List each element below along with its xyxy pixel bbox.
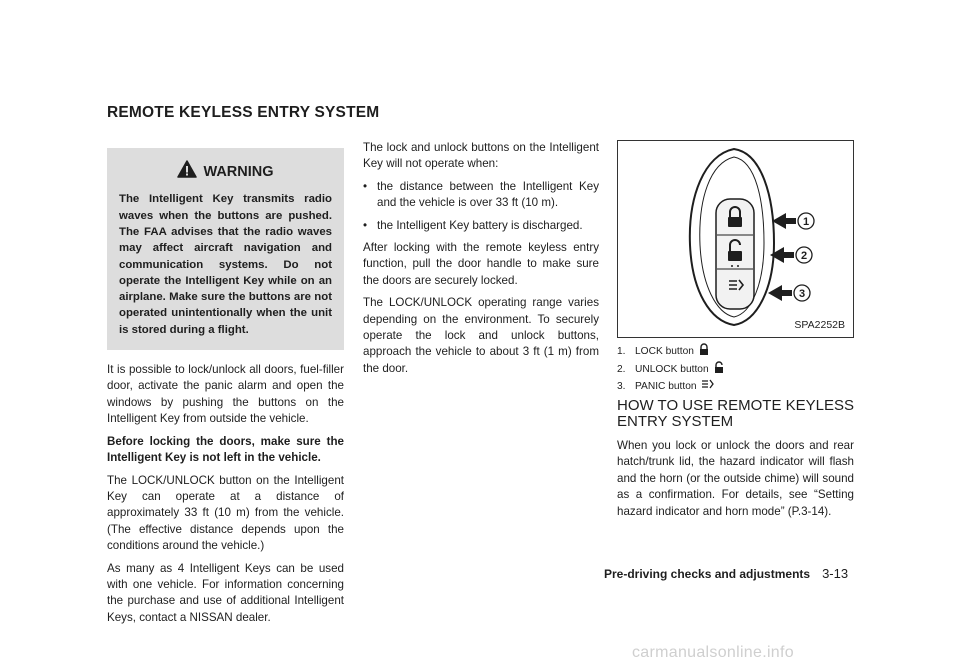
column-right: [617, 140, 854, 526]
warning-triangle-icon: [177, 160, 197, 183]
paragraph: As many as 4 Intelligent Keys can be used with one vehicle. For information concerning the purchase and use of additional Intelligent Keys, contact a NISSAN dealer.: [107, 561, 344, 624]
legend-item-lock: 1. LOCK button: [617, 343, 854, 361]
column-middle: [363, 140, 599, 383]
list-item: • the distance between the Intelligent Key and the vehicle is over 33 ft (10 m).: [363, 179, 599, 210]
intelligent-key-figure: [617, 140, 854, 338]
bold-note: Before locking the doors, make sure the Intelligent Key is not left in the vehicle.: [107, 434, 344, 465]
paragraph: When you lock or unlock the doors and rear hatch/trunk lid, the hazard indicator will flash and the horn (or the outside chime) will sound as a confirmation. For details, see “Setting hazard indicator and horn mode” (P.3-14).: [617, 439, 854, 518]
bullet-list: [363, 179, 599, 234]
section-title: REMOTE KEYLESS ENTRY SYSTEM: [107, 104, 380, 121]
paragraph: After locking with the remote keyless entry function, pull the door handle to make sure the doors are securely locked.: [363, 241, 599, 287]
callout-3: 3: [798, 288, 806, 300]
callout-2: 2: [800, 250, 808, 262]
legend-item-unlock: 2. UNLOCK button: [617, 361, 854, 379]
paragraph: It is possible to lock/unlock all doors, fuel-filler door, activate the panic alarm and open the windows by pushing the buttons on the Intelligent Key from outside the vehicle.: [107, 363, 344, 426]
lock-icon: [698, 343, 710, 361]
figure-legend: [617, 343, 854, 394]
intelligent-key-illustration: [618, 141, 853, 337]
list-item: • the Intelligent Key battery is discharged.: [363, 218, 583, 232]
column-left: [107, 148, 344, 632]
page-number: 3-13: [822, 566, 849, 581]
paragraph: The lock and unlock buttons on the Intelligent Key will not operate when:: [363, 141, 599, 171]
warning-text: The Intelligent Key transmits radio waves when the buttons are pushed. The FAA advises that the radio waves may affect aircraft navigation and communication systems. Do not operate the Intelligent Key while on an airplane. Make sure the buttons are not operated unintentionally when the unit is stored during a flight.: [119, 193, 332, 336]
legend-item-panic: 3. PANIC button: [617, 379, 854, 394]
figure-code: SPA2252B: [794, 318, 845, 331]
warning-header: [119, 158, 332, 183]
unlock-icon: [713, 361, 725, 379]
paragraph: The LOCK/UNLOCK operating range varies depending on the environment. To securely operate the lock and unlock buttons, approach the vehicle to about 3 ft (1 m) from the door.: [363, 296, 599, 375]
panic-icon: [701, 379, 715, 394]
callout-1: 1: [802, 216, 810, 228]
warning-title: WARNING: [203, 163, 274, 180]
warning-box: [107, 148, 344, 350]
chapter-title: Pre-driving checks and adjustments: [604, 567, 811, 581]
paragraph: The LOCK/UNLOCK button on the Intelligent Key can operate at a distance of approximately 33 ft (10 m) from the vehicle. (The effective distance depends upon the conditions around the vehicle.): [107, 473, 344, 553]
watermark: carmanualsonline.info: [632, 644, 794, 661]
subsection-heading: HOW TO USE REMOTE KEYLESS ENTRY SYSTEM: [617, 397, 854, 430]
page-footer: [604, 566, 848, 581]
